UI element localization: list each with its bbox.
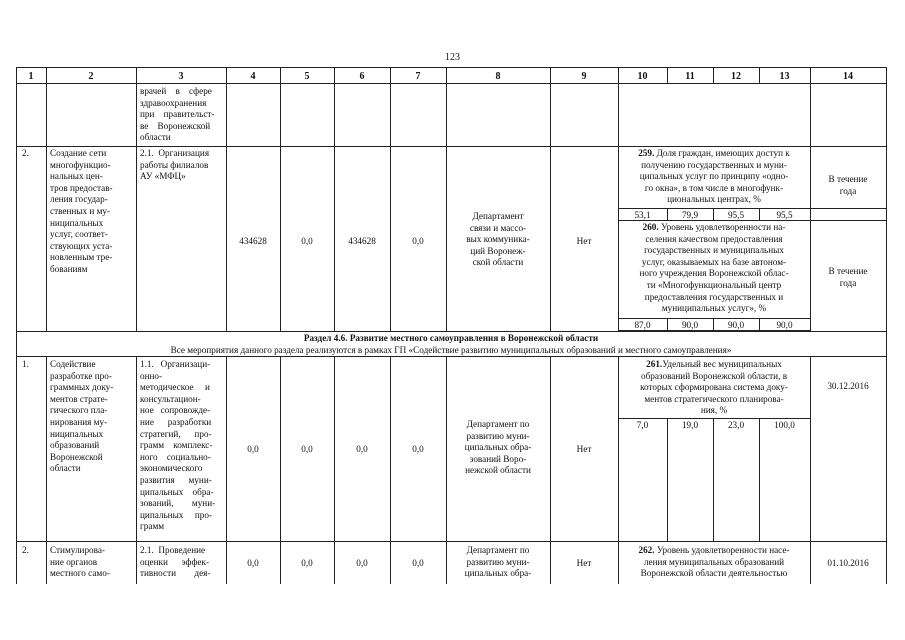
grid-line bbox=[550, 83, 551, 332]
grid-line bbox=[136, 356, 137, 584]
indicator-261-term: 30.12.2016 bbox=[827, 381, 869, 391]
executor: Департамент связи и массо- вых коммуника- ций Воронеж- ской области bbox=[466, 211, 530, 268]
grid-line bbox=[46, 356, 47, 584]
indicator-number: 260. bbox=[642, 222, 659, 232]
value-col5: 0,0 bbox=[301, 236, 313, 246]
indicator-261 bbox=[618, 359, 810, 417]
indicator-number: 262. bbox=[638, 545, 655, 555]
grid-line bbox=[618, 208, 887, 209]
grid-line bbox=[16, 541, 887, 542]
indicator-259-value-2: 79,9 bbox=[681, 210, 699, 220]
indicator-text: Уровень удовлетворенности насе- ления муниципальных образований Воронежской области деятельностью bbox=[640, 545, 790, 579]
grid-line bbox=[667, 418, 668, 542]
indicator-260 bbox=[618, 222, 810, 315]
indicator-261-value-3: 23,0 bbox=[727, 420, 745, 430]
value-col6: 434628 bbox=[348, 236, 376, 246]
executor: Департамент по развитию муни- ципальных обра- зований Воро- нежской области bbox=[464, 419, 532, 476]
header-col-14: 14 bbox=[843, 71, 853, 82]
section-note: Все мероприятия данного раздела реализуются в рамках ГП «Содействие развитию муниципальных образований и местного самоуправления» bbox=[170, 345, 732, 355]
grid-line bbox=[136, 83, 137, 332]
header-col-13: 13 bbox=[779, 71, 790, 82]
grid-line bbox=[390, 83, 391, 332]
indicator-text: Удельный вес муниципальных образований Воронежской области, в которых сформирована система доку- ментов стратегического планирова- ния, % bbox=[640, 359, 788, 416]
header-col-7: 7 bbox=[415, 71, 421, 82]
value-col5: 0,0 bbox=[301, 558, 313, 568]
page-number: 123 bbox=[445, 52, 460, 63]
activity-name: 2.1. Организация работы филиалов АУ «МФЦ» bbox=[140, 148, 210, 182]
header-col-12: 12 bbox=[731, 71, 741, 82]
value-col6: 0,0 bbox=[356, 558, 368, 568]
value-col9: Нет bbox=[576, 444, 592, 454]
grid-line bbox=[810, 83, 811, 332]
value-col7: 0,0 bbox=[412, 558, 424, 568]
value-col6: 0,0 bbox=[356, 444, 368, 454]
indicator-260-value-3: 90,0 bbox=[727, 320, 745, 330]
header-col-5: 5 bbox=[304, 71, 310, 82]
value-col4: 0,0 bbox=[247, 558, 259, 568]
value-col9: Нет bbox=[576, 236, 592, 246]
activity-name: 2.1. Проведение оценки эффек- тивности дея- bbox=[140, 545, 211, 579]
section-title: Раздел 4.6. Развитие местного самоуправления в Воронежской области bbox=[303, 333, 599, 343]
indicator-260-value-4: 90,0 bbox=[776, 320, 793, 330]
grid-line bbox=[550, 356, 551, 584]
indicator-number: 261. bbox=[646, 359, 663, 369]
grid-line bbox=[46, 83, 47, 332]
measure-name: Содействие разработке про- граммных доку- ментов страте- гического пла- нирования му- ниципальных образований Воронежской области bbox=[50, 359, 114, 474]
indicator-number: 259. bbox=[638, 148, 655, 158]
indicator-261-value-2: 19,0 bbox=[681, 420, 699, 430]
grid-line bbox=[334, 356, 335, 584]
indicator-260-value-2: 90,0 bbox=[681, 320, 699, 330]
value-col7: 0,0 bbox=[412, 236, 424, 246]
indicator-259-value-3: 95,5 bbox=[727, 210, 745, 220]
header-col-3: 3 bbox=[178, 71, 184, 82]
grid-line bbox=[16, 146, 887, 147]
row-number: 2. bbox=[22, 148, 29, 158]
value-col7: 0,0 bbox=[412, 444, 424, 454]
indicator-260-term: В течение года bbox=[828, 266, 868, 288]
header-col-1: 1 bbox=[28, 71, 34, 82]
header-bottom-border bbox=[16, 83, 887, 84]
executor: Департамент по развитию муни- ципальных обра- bbox=[464, 545, 532, 579]
indicator-259 bbox=[618, 148, 810, 206]
grid-line bbox=[759, 418, 760, 542]
grid-line bbox=[226, 83, 227, 332]
header-col-6: 6 bbox=[359, 71, 365, 82]
indicator-262 bbox=[618, 545, 810, 580]
measure-name: Создание сети многофункцио- нальных цен- тров предостав- ления государ- ственных и му- ниципальных услуг, соответ- ствующих уста- новленным тре- бованиям bbox=[50, 148, 113, 274]
indicator-260-value-1: 87,0 bbox=[634, 320, 651, 330]
activity-name: 1.1. Организаци- онно- методическое и консультацион- ное сопровожде- ние разработки стратегий, про- грамм комплекс- ного социально- экономического развития муни- ципальных обра- зований, муни- ципальных про- грамм bbox=[140, 359, 216, 532]
header-col-8: 8 bbox=[495, 71, 501, 82]
indicator-261-value-1: 7,0 bbox=[636, 420, 649, 430]
indicator-261-value-4: 100,0 bbox=[774, 420, 795, 430]
header-col-2: 2 bbox=[88, 71, 94, 82]
table-left-border bbox=[16, 67, 17, 584]
value-col4: 434628 bbox=[239, 236, 267, 246]
value-col4: 0,0 bbox=[247, 444, 259, 454]
value-col5: 0,0 bbox=[301, 444, 313, 454]
indicator-259-value-1: 53,1 bbox=[634, 210, 651, 220]
header-col-9: 9 bbox=[581, 71, 587, 82]
indicator-262-term: 01.10.2016 bbox=[827, 558, 869, 568]
activity-continuation: врачей в сфере здравоохранения при правительст- ве Воронежской области bbox=[140, 86, 215, 143]
grid-line bbox=[390, 356, 391, 584]
grid-line bbox=[618, 418, 811, 419]
indicator-259-value-4: 95,5 bbox=[776, 210, 793, 220]
header-col-4: 4 bbox=[250, 71, 256, 82]
grid-line bbox=[280, 83, 281, 332]
grid-line bbox=[280, 356, 281, 584]
indicator-text: Доля граждан, имеющих доступ к получению государственных и муни- ципальных услуг по принципу «одно- го окна», в том числе в многофунк- циональных центрах, % bbox=[639, 148, 790, 205]
grid-line bbox=[618, 318, 811, 319]
row-number: 1. bbox=[22, 359, 29, 369]
row-number: 2. bbox=[22, 545, 29, 555]
grid-line bbox=[713, 418, 714, 542]
header-col-11: 11 bbox=[685, 71, 695, 82]
table-top-border bbox=[16, 67, 887, 68]
grid-line bbox=[334, 83, 335, 332]
indicator-text: Уровень удовлетворенности на- селения качеством предоставления государственных и муниципальных услуг, оказываемых на базе автоном- ного учреждения Воронежской облас- ти «Многофункциональный центр предоставления государственных и муниципальных услуг», % bbox=[639, 222, 789, 314]
value-col9: Нет bbox=[576, 558, 592, 568]
measure-name: Стимулирова- ние органов местного само- bbox=[50, 545, 110, 579]
table-right-border bbox=[886, 67, 887, 584]
grid-line bbox=[446, 83, 447, 332]
indicator-259-term: В течение года bbox=[828, 174, 868, 196]
grid-line bbox=[226, 356, 227, 584]
header-col-10: 10 bbox=[637, 71, 648, 82]
